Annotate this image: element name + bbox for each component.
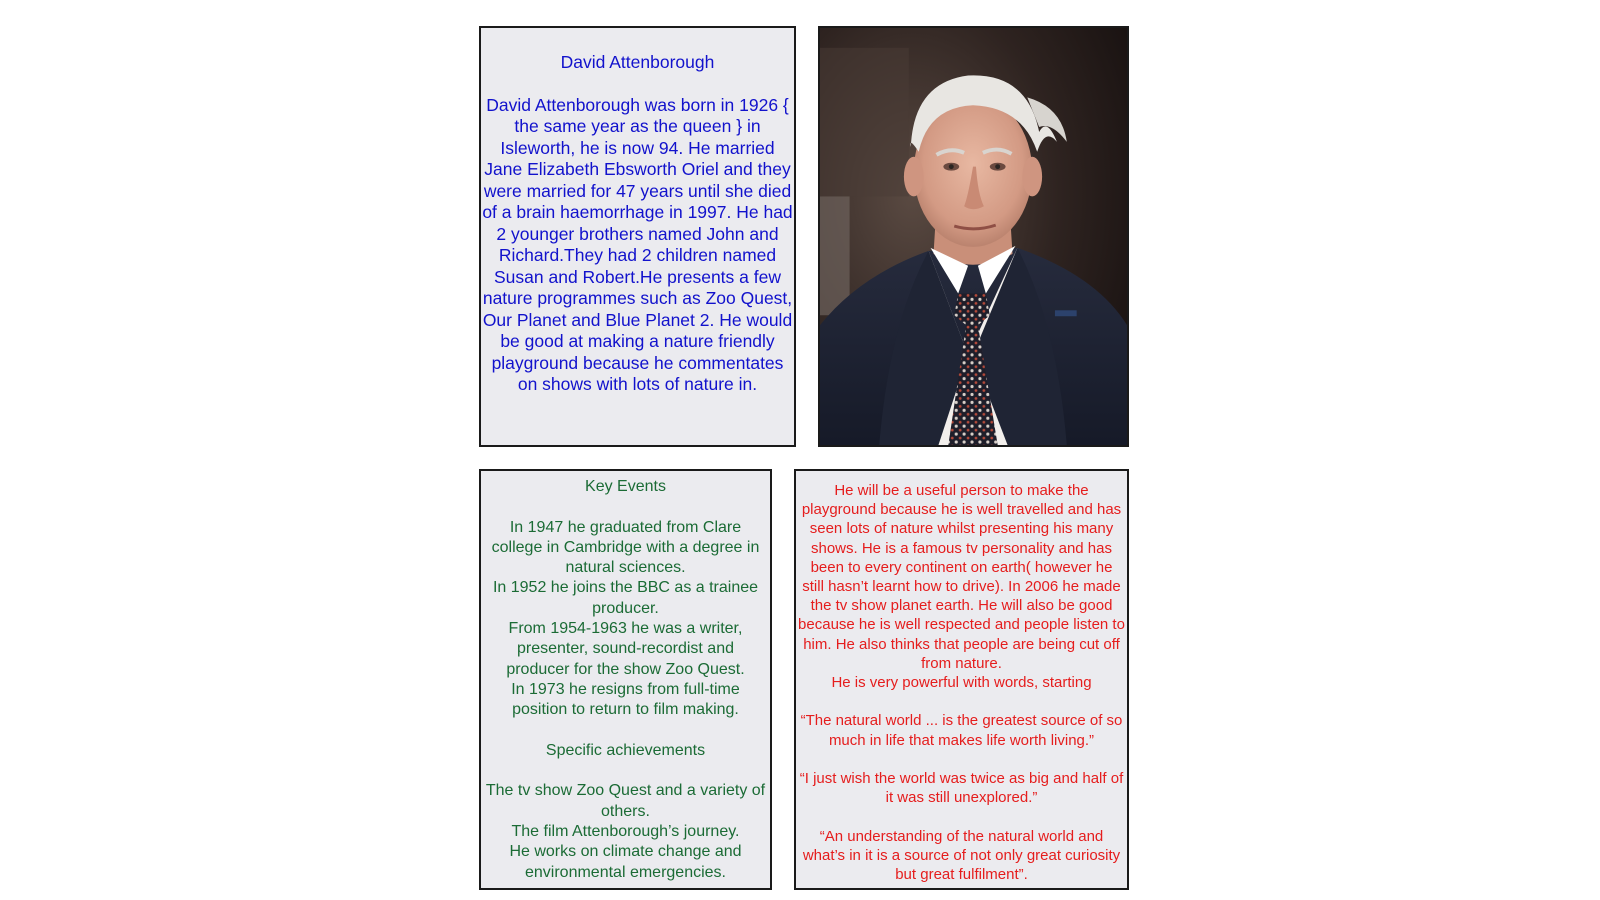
quote-item: “The natural world ... is the greatest source of so much in life that makes life worth living.” <box>800 712 1123 749</box>
quote-item: “An understanding of the natural world and what’s in it is a source of not only great curiosity but great fulfilment”. <box>802 827 1121 884</box>
biography-text: David Attenborough was born in 1926 { the same year as the queen } in Isleworth, he is now 94. He married Jane Elizabeth Ebsworth Oriel and they were married for 47 years until she died of a brain haemorrhage in 1997. He had 2 younger brothers named John and Richard.They had 2 children named Susan and Robert.He presents a few nature programmes such as Zoo Quest, Our Planet and Blue Planet 2. He would be good at making a nature friendly playground because he commentates on shows with lots of nature in. <box>482 94 793 394</box>
key-events-box <box>479 469 772 890</box>
key-event-item: In 1973 he resigns from full-time position to return to film making. <box>511 680 740 719</box>
quotes-intro: He is very powerful with words, starting <box>831 674 1092 692</box>
achievements-title: Specific achievements <box>545 741 706 759</box>
key-event-item: In 1947 he graduated from Clare college in Cambridge with a degree in natural sciences. <box>491 518 760 577</box>
key-event-item: From 1954-1963 he was a writer, presenter, sound-recordist and producer for the show Zoo Quest. <box>506 620 745 678</box>
quote-item: “I just wish the world was twice as big and half of it was still unexplored.” <box>799 770 1124 807</box>
portrait-photo <box>818 26 1129 447</box>
achievement-item: The film Attenborough’s journey. <box>511 823 740 841</box>
reasons-text: He will be a useful person to make the playground because he is well travelled and has seen lots of nature whilst presenting his many shows. He is a famous tv personality and has been to every continent on earth( however he still hasn’t learnt how to drive). In 2006 he made the tv show planet earth. He will also be good because he is well respected and people listen to him. He also thinks that people are being cut off from nature. <box>798 482 1125 672</box>
reasons-quotes-box <box>794 469 1129 890</box>
achievement-item: He works on climate change and environmental emergencies. <box>509 843 742 881</box>
biography-title: David Attenborough <box>560 52 715 72</box>
portrait-image <box>820 28 1127 445</box>
biography-box <box>479 26 796 447</box>
achievement-item: The tv show Zoo Quest and a variety of others. <box>485 782 766 820</box>
key-event-item: In 1952 he joins the BBC as a trainee producer. <box>492 579 759 617</box>
key-events-title: Key Events <box>585 478 666 495</box>
